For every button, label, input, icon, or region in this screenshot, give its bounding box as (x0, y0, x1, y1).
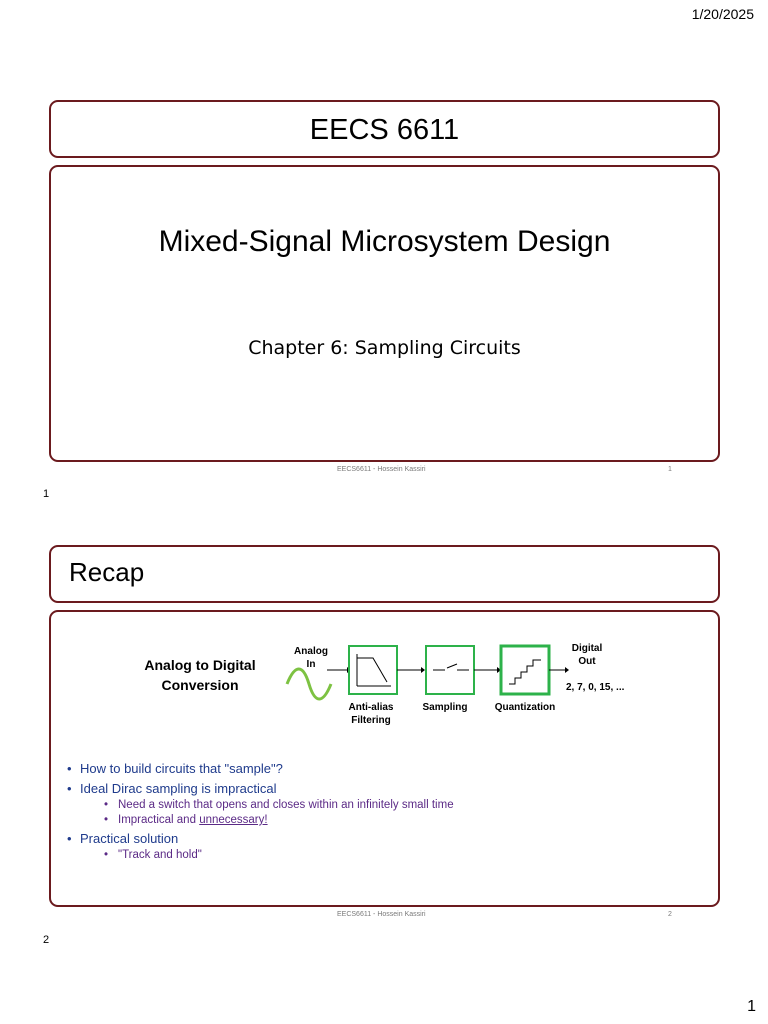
bullet-how-to-sample (67, 761, 707, 776)
bullet-text: How to build circuits that "sample"? (80, 761, 283, 776)
page-date: 1/20/2025 (691, 6, 754, 22)
slide1-footer: EECS6611 - Hossein Kassiri (337, 466, 426, 473)
sub-bullet-track-hold (104, 849, 707, 861)
slide1-title-frame (49, 100, 720, 158)
analog-in-line1: Analog (294, 646, 328, 657)
anti-alias-block (349, 646, 397, 694)
anti-alias-label-line1: Anti-alias (348, 702, 394, 713)
bullet-dirac-impractical (67, 781, 707, 826)
diagram-heading-line2: Conversion (161, 677, 239, 693)
recap-bullets (67, 761, 707, 866)
analog-in-line2: In (306, 659, 316, 670)
digital-out-line1: Digital (571, 643, 603, 654)
recap-title: Recap (69, 557, 145, 587)
adc-block-diagram (51, 612, 718, 737)
digital-out-line2: Out (578, 656, 596, 667)
bullet-practical-solution (67, 831, 707, 861)
diagram-heading-line1: Analog to Digital (144, 657, 256, 673)
sampling-label: Sampling (422, 702, 468, 713)
sub-bullet-text: "Track and hold" (118, 849, 202, 861)
bullet-text: Ideal Dirac sampling is impractical (80, 781, 277, 796)
sub-bullet-text: Impractical and (118, 814, 200, 826)
course-title: EECS 6611 (309, 114, 460, 146)
sub-bullet-switch (104, 799, 707, 811)
slide2-footer-num: 2 (668, 911, 672, 918)
underlined-text: unnecessary! (199, 814, 268, 826)
digital-values: 2, 7, 0, 15, ... (566, 682, 625, 693)
anti-alias-label-line2: Filtering (351, 715, 391, 726)
course-subtitle: Mixed-Signal Microsystem Design (158, 225, 611, 258)
sub-bullet-unnecessary (104, 814, 707, 826)
analog-sine-wave-icon (287, 669, 331, 699)
slide1-footer-num: 1 (668, 466, 672, 473)
slide1-page-label: 1 (43, 488, 50, 500)
slide2-title-frame (49, 545, 720, 603)
slide2-content-frame (49, 610, 720, 907)
slide2-page-label: 2 (43, 934, 50, 946)
chapter-title: Chapter 6: Sampling Circuits (248, 337, 521, 359)
slide2-footer: EECS6611 - Hossein Kassiri (337, 911, 426, 918)
quantization-block (501, 646, 549, 694)
sub-bullet-text: Need a switch that opens and closes within an infinitely small time (118, 799, 454, 811)
page-number: 1 (747, 998, 756, 1015)
bullet-text: Practical solution (80, 831, 179, 846)
quantization-label: Quantization (494, 702, 556, 713)
slide1-content-frame (49, 165, 720, 462)
